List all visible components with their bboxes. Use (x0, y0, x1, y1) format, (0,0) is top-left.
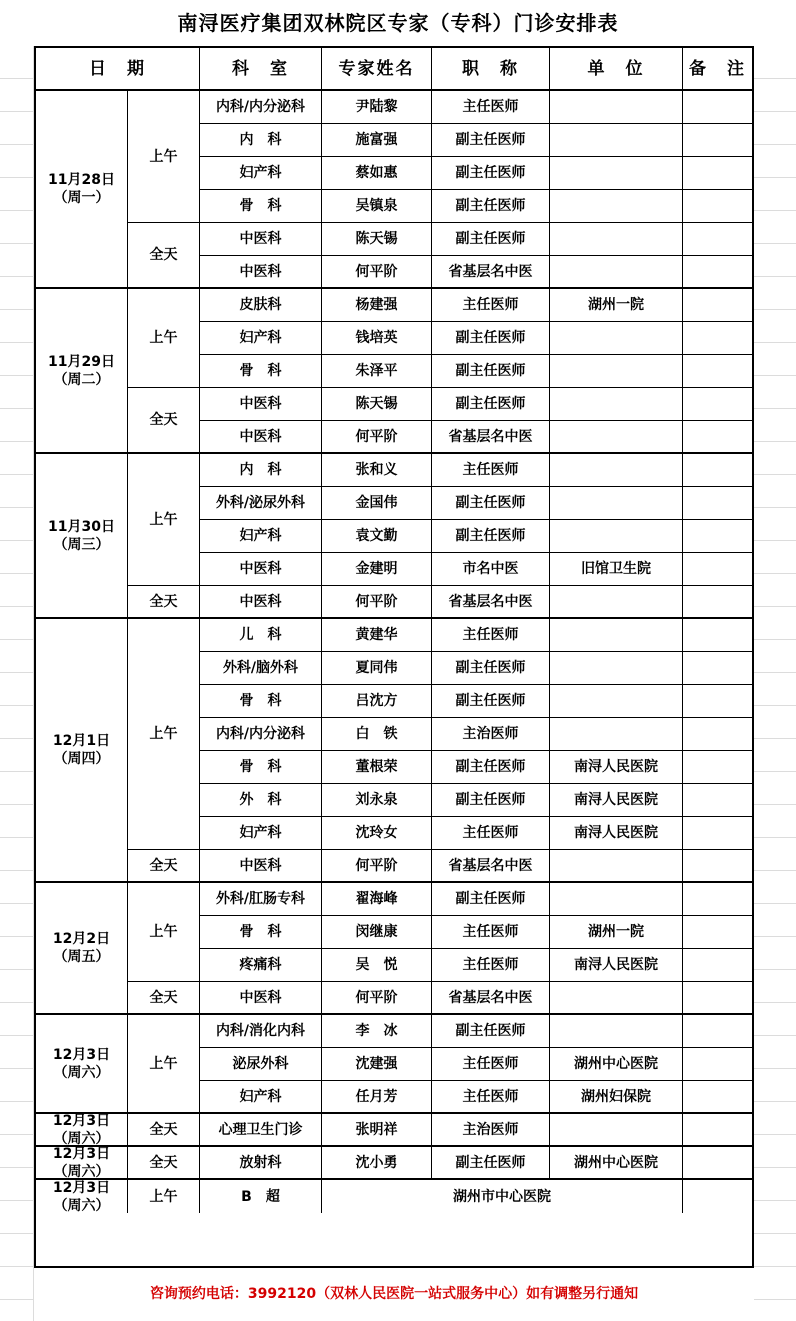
department-cell: 妇产科 (200, 322, 322, 355)
remark-cell (683, 289, 752, 322)
title-rank-cell: 副主任医师 (432, 223, 550, 256)
department-cell: 中医科 (200, 586, 322, 619)
remark-cell (683, 1114, 752, 1147)
department-cell: 外科/脑外科 (200, 652, 322, 685)
period-cell: 上午 (128, 1180, 200, 1213)
remark-cell (683, 883, 752, 916)
remark-cell (683, 1048, 752, 1081)
expert-name-cell: 金建明 (322, 553, 432, 586)
unit-cell: 南浔人民医院 (550, 817, 683, 850)
expert-name-cell: 何平阶 (322, 850, 432, 883)
department-cell: 疼痛科 (200, 949, 322, 982)
expert-name-cell: 吴 悦 (322, 949, 432, 982)
unit-cell: 湖州中心医院 (550, 1048, 683, 1081)
department-cell: 中医科 (200, 850, 322, 883)
department-cell: 皮肤科 (200, 289, 322, 322)
remark-cell (683, 388, 752, 421)
title-rank-cell: 副主任医师 (432, 190, 550, 223)
remark-cell (683, 619, 752, 652)
department-cell: 放射科 (200, 1147, 322, 1180)
title-rank-cell: 主任医师 (432, 949, 550, 982)
department-cell: 外科/肛肠专科 (200, 883, 322, 916)
expert-name-cell: 董根荣 (322, 751, 432, 784)
expert-name-cell: 金国伟 (322, 487, 432, 520)
department-cell: B 超 (200, 1180, 322, 1213)
department-cell: 骨 科 (200, 751, 322, 784)
period-cell: 上午 (128, 289, 200, 388)
date-cell: 12月3日 （周六） (36, 1114, 128, 1147)
expert-name-cell: 沈玲女 (322, 817, 432, 850)
department-cell: 骨 科 (200, 355, 322, 388)
date-cell: 12月3日 （周六） (36, 1180, 128, 1213)
unit-cell (550, 355, 683, 388)
date-cell: 12月1日 （周四） (36, 619, 128, 883)
date-cell: 11月30日 （周三） (36, 454, 128, 619)
unit-cell (550, 157, 683, 190)
footer-note: 咨询预约电话：3992120（双林人民医院一站式服务中心）如有调整另行通知 (34, 1268, 754, 1321)
period-cell: 上午 (128, 883, 200, 982)
remark-cell (683, 949, 752, 982)
expert-name-cell: 吴镇泉 (322, 190, 432, 223)
department-cell: 中医科 (200, 421, 322, 454)
unit-cell (550, 586, 683, 619)
title-rank-cell: 副主任医师 (432, 322, 550, 355)
expert-name-cell: 张和义 (322, 454, 432, 487)
remark-cell (683, 487, 752, 520)
expert-name-cell: 翟海峰 (322, 883, 432, 916)
expert-name-cell: 白 铁 (322, 718, 432, 751)
period-cell: 全天 (128, 1147, 200, 1180)
remark-cell (683, 1180, 752, 1213)
unit-cell (550, 685, 683, 718)
unit-cell (550, 421, 683, 454)
remark-cell (683, 256, 752, 289)
period-cell: 全天 (128, 388, 200, 454)
remark-cell (683, 322, 752, 355)
remark-cell (683, 685, 752, 718)
title-rank-cell: 主任医师 (432, 289, 550, 322)
title-rank-cell: 主任医师 (432, 454, 550, 487)
unit-cell: 湖州一院 (550, 289, 683, 322)
department-cell: 妇产科 (200, 1081, 322, 1114)
title-rank-cell: 副主任医师 (432, 388, 550, 421)
expert-name-cell: 施富强 (322, 124, 432, 157)
expert-name-cell: 尹陆黎 (322, 91, 432, 124)
date-cell: 11月28日 （周一） (36, 91, 128, 289)
expert-name-cell: 杨建强 (322, 289, 432, 322)
remark-cell (683, 454, 752, 487)
expert-name-cell: 沈小勇 (322, 1147, 432, 1180)
expert-name-cell: 任月芳 (322, 1081, 432, 1114)
title-rank-cell: 主治医师 (432, 718, 550, 751)
header-department: 科 室 (200, 48, 322, 91)
title-rank-cell: 省基层名中医 (432, 850, 550, 883)
remark-cell (683, 223, 752, 256)
header-date: 日 期 (36, 48, 200, 91)
remark-cell (683, 190, 752, 223)
remark-cell (683, 157, 752, 190)
header-expert-name: 专家姓名 (322, 48, 432, 91)
unit-cell (550, 487, 683, 520)
schedule-table (34, 46, 754, 1268)
department-cell: 骨 科 (200, 685, 322, 718)
department-cell: 妇产科 (200, 817, 322, 850)
department-cell: 中医科 (200, 256, 322, 289)
remark-cell (683, 91, 752, 124)
unit-cell (550, 883, 683, 916)
title-rank-cell: 省基层名中医 (432, 586, 550, 619)
expert-name-cell: 沈建强 (322, 1048, 432, 1081)
title-rank-cell: 省基层名中医 (432, 982, 550, 1015)
title-rank-cell: 市名中医 (432, 553, 550, 586)
unit-cell (550, 1114, 683, 1147)
department-cell: 骨 科 (200, 916, 322, 949)
unit-cell: 南浔人民医院 (550, 751, 683, 784)
title-rank-cell: 副主任医师 (432, 883, 550, 916)
expert-name-cell: 张明祥 (322, 1114, 432, 1147)
unit-cell: 湖州妇保院 (550, 1081, 683, 1114)
department-cell: 妇产科 (200, 520, 322, 553)
expert-name-cell: 蔡如惠 (322, 157, 432, 190)
department-cell: 泌尿外科 (200, 1048, 322, 1081)
date-cell: 11月29日 （周二） (36, 289, 128, 454)
expert-name-cell: 吕沈方 (322, 685, 432, 718)
remark-cell (683, 982, 752, 1015)
expert-name-cell: 黄建华 (322, 619, 432, 652)
department-cell: 中医科 (200, 388, 322, 421)
unit-cell (550, 850, 683, 883)
remark-cell (683, 553, 752, 586)
department-cell: 心理卫生门诊 (200, 1114, 322, 1147)
department-cell: 外科/泌尿外科 (200, 487, 322, 520)
remark-cell (683, 355, 752, 388)
unit-cell: 湖州一院 (550, 916, 683, 949)
unit-cell (550, 388, 683, 421)
department-cell: 内科/消化内科 (200, 1015, 322, 1048)
expert-name-cell: 陈天锡 (322, 388, 432, 421)
remark-cell (683, 421, 752, 454)
expert-name-cell: 闵继康 (322, 916, 432, 949)
title-rank-cell: 省基层名中医 (432, 421, 550, 454)
department-cell: 妇产科 (200, 157, 322, 190)
unit-cell (550, 91, 683, 124)
expert-name-cell: 陈天锡 (322, 223, 432, 256)
department-cell: 外 科 (200, 784, 322, 817)
unit-cell: 南浔人民医院 (550, 784, 683, 817)
department-cell: 内科/内分泌科 (200, 91, 322, 124)
period-cell: 上午 (128, 619, 200, 850)
period-cell: 全天 (128, 850, 200, 883)
header-title-rank: 职 称 (432, 48, 550, 91)
remark-cell (683, 586, 752, 619)
title-rank-cell: 副主任医师 (432, 487, 550, 520)
period-cell: 全天 (128, 223, 200, 289)
title-rank-cell: 副主任医师 (432, 751, 550, 784)
period-cell: 全天 (128, 586, 200, 619)
unit-cell (550, 1015, 683, 1048)
title-rank-cell: 主任医师 (432, 916, 550, 949)
unit-cell (550, 520, 683, 553)
department-cell: 中医科 (200, 982, 322, 1015)
department-cell: 儿 科 (200, 619, 322, 652)
period-cell: 上午 (128, 454, 200, 586)
remark-cell (683, 1015, 752, 1048)
expert-name-cell: 钱培英 (322, 322, 432, 355)
page-title: 南浔医疗集团双林院区专家（专科）门诊安排表 (0, 0, 796, 46)
remark-cell (683, 124, 752, 157)
expert-name-cell: 何平阶 (322, 982, 432, 1015)
expert-name-cell: 夏同伟 (322, 652, 432, 685)
remark-cell (683, 1081, 752, 1114)
header-remark: 备 注 (683, 48, 752, 91)
department-cell: 内 科 (200, 124, 322, 157)
department-cell: 骨 科 (200, 190, 322, 223)
expert-name-cell: 李 冰 (322, 1015, 432, 1048)
department-cell: 内 科 (200, 454, 322, 487)
period-cell: 上午 (128, 91, 200, 223)
remark-cell (683, 850, 752, 883)
period-cell: 全天 (128, 982, 200, 1015)
remark-cell (683, 1147, 752, 1180)
expert-name-cell: 何平阶 (322, 256, 432, 289)
unit-cell: 湖州中心医院 (550, 1147, 683, 1180)
title-rank-cell: 省基层名中医 (432, 256, 550, 289)
unit-cell: 旧馆卫生院 (550, 553, 683, 586)
title-rank-cell: 副主任医师 (432, 1147, 550, 1180)
unit-cell (550, 322, 683, 355)
department-cell: 中医科 (200, 553, 322, 586)
remark-cell (683, 817, 752, 850)
unit-cell (550, 454, 683, 487)
unit-cell (550, 652, 683, 685)
date-cell: 12月3日 （周六） (36, 1147, 128, 1180)
title-rank-cell: 副主任医师 (432, 1015, 550, 1048)
unit-cell (550, 190, 683, 223)
unit-cell (550, 124, 683, 157)
department-cell: 中医科 (200, 223, 322, 256)
remark-cell (683, 718, 752, 751)
unit-cell (550, 256, 683, 289)
period-cell: 上午 (128, 1015, 200, 1114)
title-rank-cell: 主任医师 (432, 1048, 550, 1081)
remark-cell (683, 652, 752, 685)
date-cell: 12月3日 （周六） (36, 1015, 128, 1114)
title-rank-cell: 主任医师 (432, 91, 550, 124)
remark-cell (683, 916, 752, 949)
expert-name-cell: 何平阶 (322, 586, 432, 619)
title-rank-cell: 副主任医师 (432, 355, 550, 388)
title-rank-cell: 主任医师 (432, 1081, 550, 1114)
title-rank-cell: 副主任医师 (432, 520, 550, 553)
unit-cell: 南浔人民医院 (550, 949, 683, 982)
unit-cell (550, 982, 683, 1015)
remark-cell (683, 751, 752, 784)
period-cell: 全天 (128, 1114, 200, 1147)
expert-name-cell: 朱泽平 (322, 355, 432, 388)
expert-name-cell: 袁文勤 (322, 520, 432, 553)
date-cell: 12月2日 （周五） (36, 883, 128, 1015)
title-rank-cell: 副主任医师 (432, 652, 550, 685)
unit-cell (550, 718, 683, 751)
title-rank-cell: 副主任医师 (432, 157, 550, 190)
unit-cell (550, 619, 683, 652)
merged-unit-cell: 湖州市中心医院 (322, 1180, 683, 1213)
department-cell: 内科/内分泌科 (200, 718, 322, 751)
expert-name-cell: 刘永泉 (322, 784, 432, 817)
unit-cell (550, 223, 683, 256)
expert-name-cell: 何平阶 (322, 421, 432, 454)
title-rank-cell: 副主任医师 (432, 685, 550, 718)
remark-cell (683, 520, 752, 553)
title-rank-cell: 主治医师 (432, 1114, 550, 1147)
title-rank-cell: 副主任医师 (432, 784, 550, 817)
remark-cell (683, 784, 752, 817)
title-rank-cell: 主任医师 (432, 619, 550, 652)
title-rank-cell: 副主任医师 (432, 124, 550, 157)
header-unit: 单 位 (550, 48, 683, 91)
title-rank-cell: 主任医师 (432, 817, 550, 850)
